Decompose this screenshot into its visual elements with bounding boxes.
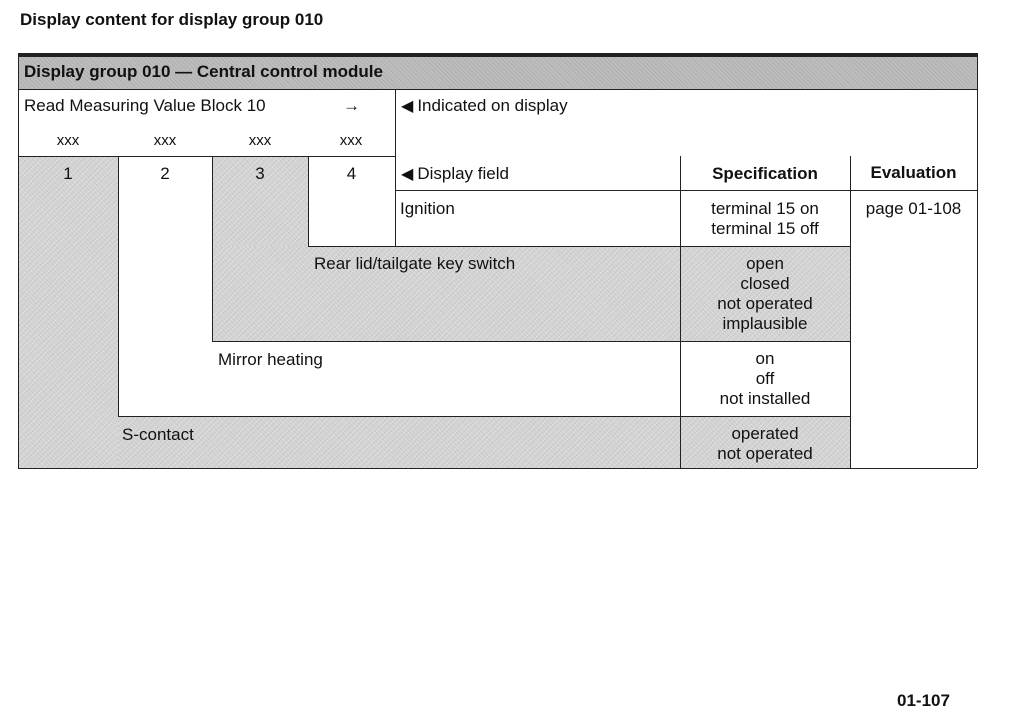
indicator-left-border: [395, 89, 396, 246]
mirror-spec-not-installed: not installed: [719, 389, 811, 408]
s-contact-field-label: S-contact: [122, 425, 194, 444]
page-heading: Display content for display group 010: [20, 10, 324, 29]
s-contact-spec-operated: operated: [731, 424, 799, 443]
title-bottom-border: [18, 89, 977, 90]
indicated-on-display-text: Indicated on display: [417, 96, 568, 115]
placeholder-1: xxx: [56, 132, 80, 149]
ignition-evaluation-link: page 01-108: [865, 199, 962, 218]
field-number-2: 2: [160, 164, 170, 183]
table-title: Display group 010 — Central control module: [24, 62, 383, 81]
triangle-left-icon: ◀: [401, 166, 414, 183]
rear-lid-spec-open: open: [746, 254, 784, 273]
s-contact-spec-not-operated: not operated: [717, 444, 813, 463]
indicated-on-display-label: [401, 96, 568, 117]
rear-lid-row-divider: [212, 341, 850, 342]
table-bottom-border: [18, 468, 977, 469]
mirror-spec-on: on: [755, 349, 775, 368]
placeholder-3: xxx: [248, 132, 272, 149]
field-number-4: 4: [346, 164, 357, 183]
placeholder-4: xxx: [339, 132, 363, 149]
triangle-left-icon: ◀: [401, 98, 414, 115]
header-divider: [18, 156, 395, 157]
rear-lid-field-label: Rear lid/tailgate key switch: [314, 254, 516, 273]
arrow-right-icon: →: [343, 96, 360, 115]
rear-lid-spec-implausible: implausible: [722, 314, 808, 333]
ignition-spec-on: terminal 15 on: [711, 199, 819, 218]
column-1-right-border: [118, 156, 119, 416]
read-block-label: Read Measuring Value Block 10: [24, 96, 266, 115]
page-number: 01-107: [897, 691, 950, 710]
mirror-spec-off: off: [755, 369, 775, 388]
specification-header: Specification: [712, 164, 818, 183]
table-left-border: [18, 53, 19, 468]
evaluation-header: Evaluation: [870, 163, 957, 182]
rear-lid-spec-not-operated: not operated: [717, 294, 813, 313]
field-number-3: 3: [255, 164, 265, 183]
table-right-border: [977, 53, 978, 468]
field-number-1: 1: [63, 164, 73, 183]
display-field-text: Display field: [417, 164, 509, 183]
placeholder-2: xxx: [153, 132, 177, 149]
mirror-row-divider: [118, 416, 850, 417]
table-top-border: [18, 53, 977, 57]
display-field-label: [401, 164, 509, 185]
ignition-field-label: Ignition: [400, 199, 455, 218]
display-field-divider: [395, 190, 977, 191]
rear-lid-spec-closed: closed: [740, 274, 790, 293]
ignition-spec-off: terminal 15 off: [711, 219, 819, 238]
mirror-heating-field-label: Mirror heating: [218, 350, 323, 369]
column-1-shade: [18, 156, 118, 468]
ignition-row-divider: [308, 246, 850, 247]
